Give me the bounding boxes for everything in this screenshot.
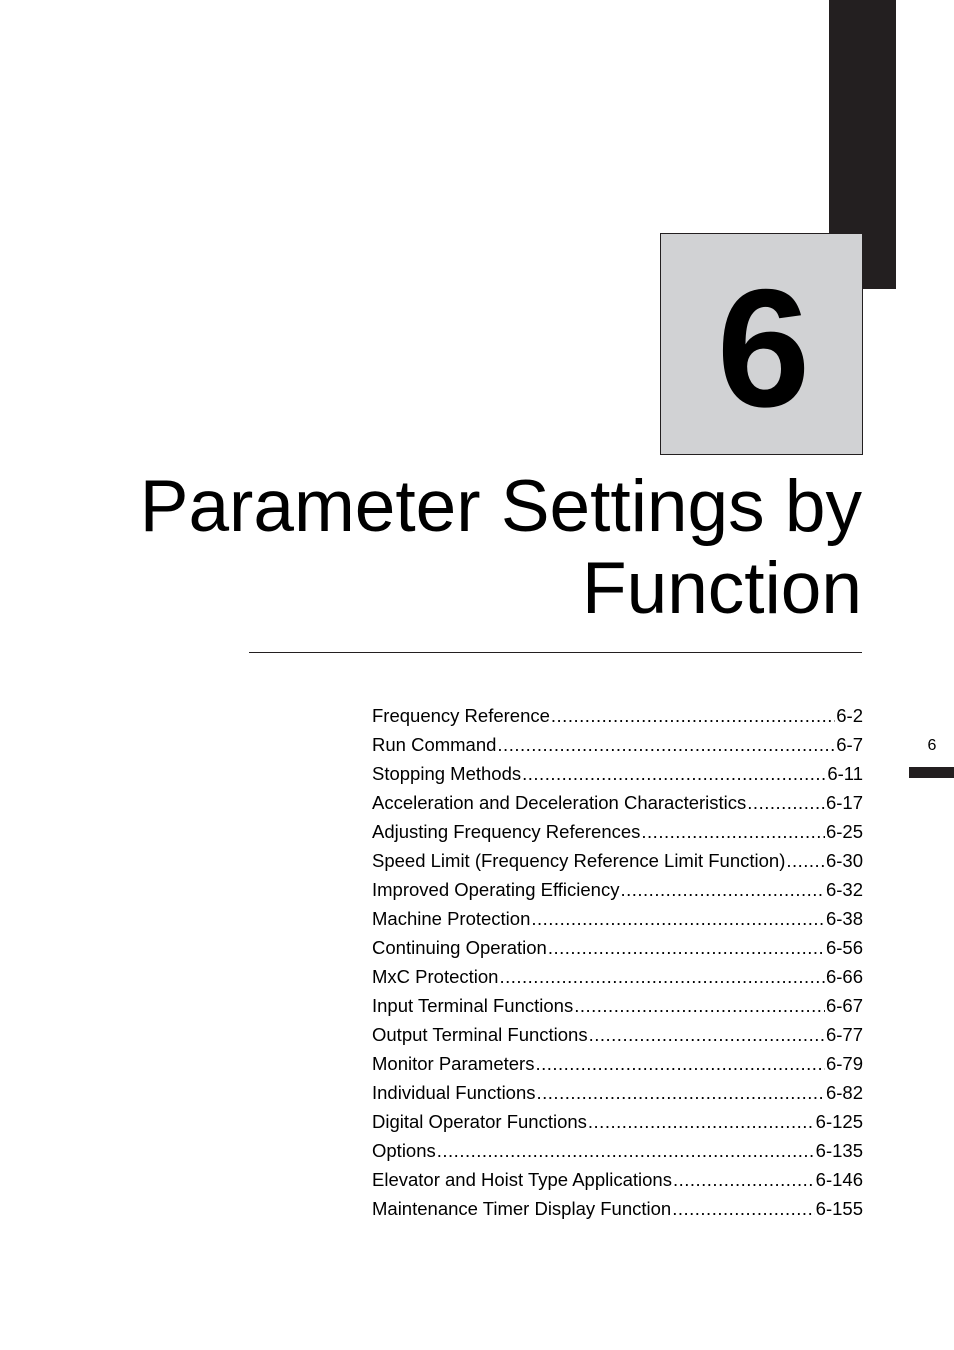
toc-item-label: Output Terminal Functions bbox=[372, 1024, 588, 1045]
toc-item-machine-protection[interactable] bbox=[372, 904, 863, 933]
toc-item-individual-functions[interactable] bbox=[372, 1078, 863, 1107]
chapter-number: 6 bbox=[716, 254, 811, 442]
toc-item-label: Individual Functions bbox=[372, 1082, 536, 1103]
toc-leader bbox=[589, 1020, 825, 1049]
toc-item-label: Options bbox=[372, 1140, 436, 1161]
toc-item-adjusting-frequency-references[interactable] bbox=[372, 817, 863, 846]
toc-item-label: Digital Operator Functions bbox=[372, 1111, 587, 1132]
chapter-number-box bbox=[660, 233, 863, 455]
toc-item-options[interactable] bbox=[372, 1136, 863, 1165]
toc-leader bbox=[673, 1165, 815, 1194]
toc-leader bbox=[497, 730, 835, 759]
toc-item-input-terminal-functions[interactable] bbox=[372, 991, 863, 1020]
side-tab-number: 6 bbox=[927, 737, 937, 754]
toc-item-continuing-operation[interactable] bbox=[372, 933, 863, 962]
toc-item-page: 6-66 bbox=[825, 966, 863, 987]
toc-item-label: Machine Protection bbox=[372, 908, 531, 929]
toc-item-page: 6-38 bbox=[825, 908, 863, 929]
toc-item-label: Stopping Methods bbox=[372, 763, 522, 784]
chapter-title bbox=[42, 466, 862, 630]
toc-leader bbox=[548, 933, 825, 962]
toc-item-label: Input Terminal Functions bbox=[372, 995, 574, 1016]
toc-item-digital-operator-functions[interactable] bbox=[372, 1107, 863, 1136]
toc-item-page: 6-77 bbox=[825, 1024, 863, 1045]
toc-item-page: 6-7 bbox=[836, 734, 863, 755]
toc-item-label: Acceleration and Deceleration Characteristics bbox=[372, 792, 747, 813]
toc-item-label: Frequency Reference bbox=[372, 705, 550, 726]
toc-item-page: 6-155 bbox=[815, 1198, 863, 1219]
toc-item-page: 6-56 bbox=[825, 937, 863, 958]
toc-item-page: 6-17 bbox=[825, 792, 863, 813]
chapter-title-line-1: Parameter Settings by bbox=[139, 466, 862, 547]
toc-item-page: 6-82 bbox=[825, 1082, 863, 1103]
toc-leader bbox=[641, 817, 825, 846]
toc-item-label: Speed Limit (Frequency Reference Limit Function) bbox=[372, 850, 786, 871]
toc-item-label: Monitor Parameters bbox=[372, 1053, 535, 1074]
toc-item-label: Run Command bbox=[372, 734, 497, 755]
toc-item-monitor-parameters[interactable] bbox=[372, 1049, 863, 1078]
table-of-contents bbox=[372, 701, 863, 1223]
toc-item-label: MxC Protection bbox=[372, 966, 499, 987]
chapter-title-line-2: Function bbox=[582, 548, 862, 629]
toc-leader bbox=[499, 962, 825, 991]
toc-item-frequency-reference[interactable] bbox=[372, 701, 863, 730]
toc-item-output-terminal-functions[interactable] bbox=[372, 1020, 863, 1049]
toc-item-page: 6-30 bbox=[825, 850, 863, 871]
toc-item-label: Improved Operating Efficiency bbox=[372, 879, 620, 900]
toc-item-page: 6-32 bbox=[825, 879, 863, 900]
toc-item-label: Elevator and Hoist Type Applications bbox=[372, 1169, 672, 1190]
toc-item-page: 6-125 bbox=[815, 1111, 863, 1132]
toc-item-page: 6-79 bbox=[825, 1053, 863, 1074]
toc-leader bbox=[620, 875, 824, 904]
toc-item-mxc-protection[interactable] bbox=[372, 962, 863, 991]
toc-item-page: 6-25 bbox=[825, 821, 863, 842]
toc-leader bbox=[535, 1049, 825, 1078]
toc-item-page: 6-135 bbox=[815, 1140, 863, 1161]
toc-leader bbox=[786, 846, 825, 875]
toc-leader bbox=[574, 991, 825, 1020]
toc-leader bbox=[747, 788, 825, 817]
toc-leader bbox=[551, 701, 835, 730]
toc-item-label: Continuing Operation bbox=[372, 937, 547, 958]
toc-item-page: 6-67 bbox=[825, 995, 863, 1016]
toc-item-speed-limit[interactable] bbox=[372, 846, 863, 875]
toc-leader bbox=[537, 1078, 825, 1107]
toc-item-page: 6-146 bbox=[815, 1169, 863, 1190]
toc-item-page: 6-11 bbox=[827, 763, 863, 784]
toc-leader bbox=[437, 1136, 815, 1165]
toc-item-maintenance-timer-display[interactable] bbox=[372, 1194, 863, 1223]
toc-leader bbox=[522, 759, 826, 788]
toc-item-elevator-hoist-applications[interactable] bbox=[372, 1165, 863, 1194]
toc-leader bbox=[672, 1194, 814, 1223]
toc-item-acceleration-deceleration[interactable] bbox=[372, 788, 863, 817]
title-divider bbox=[249, 652, 862, 653]
toc-item-label: Adjusting Frequency References bbox=[372, 821, 641, 842]
toc-leader bbox=[588, 1107, 815, 1136]
toc-item-page: 6-2 bbox=[836, 705, 863, 726]
toc-item-improved-operating-efficiency[interactable] bbox=[372, 875, 863, 904]
side-tab-marker bbox=[909, 767, 954, 778]
toc-item-run-command[interactable] bbox=[372, 730, 863, 759]
toc-item-label: Maintenance Timer Display Function bbox=[372, 1198, 672, 1219]
toc-leader bbox=[531, 904, 825, 933]
toc-item-stopping-methods[interactable] bbox=[372, 759, 863, 788]
